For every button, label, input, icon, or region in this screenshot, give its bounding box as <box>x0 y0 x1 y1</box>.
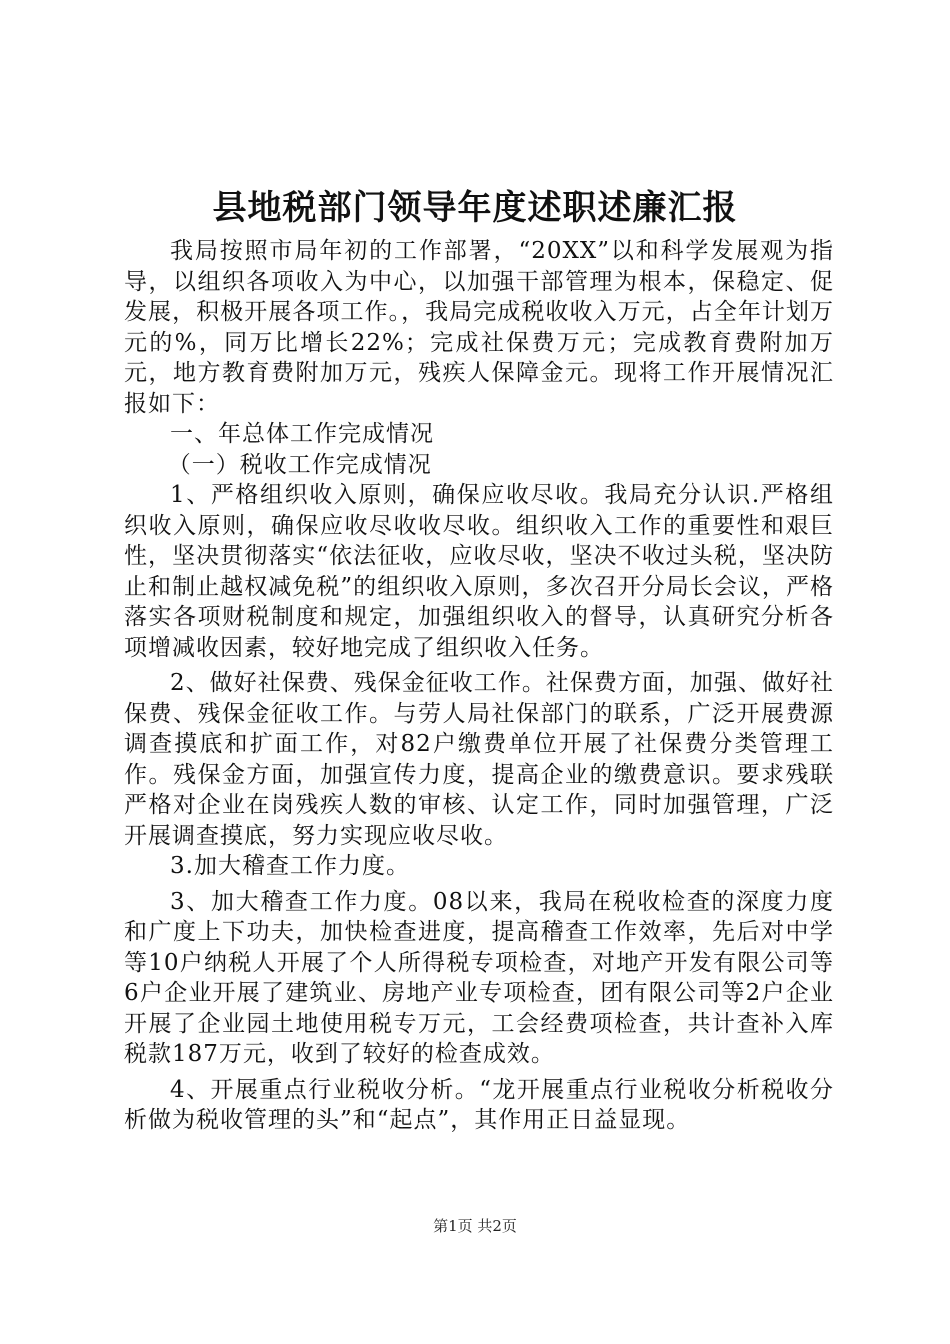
page-number-footer: 第1页 共2页 <box>433 1217 517 1235</box>
paragraph-heading-3: 3.加大稽查工作力度。 <box>170 853 410 879</box>
document-title: 县地税部门领导年度述职述廉汇报 <box>212 188 738 228</box>
section-heading: 一、年总体工作完成情况 <box>170 421 434 447</box>
intro-paragraph: 我局按照市局年初的工作部署，“20XX”以和科学发展观为指导，以组织各项收入为中心，以加强干部管理为根本，保稳定、促发展，积极开展各项工作。，我局完成税收收入万元，占全年计划万元的%，同万比增长22%；完成社保费万元；完成教育费附加万元，地方教育费附加万元，残疾人保障金元。现将工作开展情况汇报如下： <box>124 238 834 417</box>
paragraph-item-3: 3、加大稽查工作力度。08以来，我局在税收检查的深度力度和广度上下功夫，加快检查进度，提高稽查工作效率，先后对中学等10户纳税人开展了个人所得税专项检查，对地产开发有限公司等6户企业开展了建筑业、房地产业专项检查，团有限公司等2户企业开展了企业园土地使用税专万元，工会经费项检查，共计查补入库税款187万元，收到了较好的检查成效。 <box>124 888 834 1067</box>
paragraph-item-4: 4、开展重点行业税收分析。“龙开展重点行业税收分析税收分析做为税收管理的头”和“起点”，其作用正日益显现。 <box>124 1076 834 1133</box>
document-body <box>124 236 834 1136</box>
paragraph-item-1: 1、严格组织收入原则，确保应收尽收。我局充分认识.严格组织收入原则，确保应收尽收收尽收。组织收入工作的重要性和艰巨性，坚决贯彻落实“依法征收，应收尽收，坚决不收过头税，坚决防止和制止越权减免税”的组织收入原则，多次召开分局长会议，严格落实各项财税制度和规定，加强组织收入的督导，认真研究分析各项增减收因素，较好地完成了组织收入任务。 <box>124 482 834 661</box>
paragraph-item-2: 2、做好社保费、残保金征收工作。社保费方面，加强、做好社保费、残保金征收工作。与劳人局社保部门的联系，广泛开展费源调查摸底和扩面工作，对82户缴费单位开展了社保费分类管理工作。残保金方面，加强宣传力度，提高企业的缴费意识。要求残联严格对企业在岗残疾人数的审核、认定工作，同时加强管理，广泛开展调查摸底，努力实现应收尽收。 <box>124 670 834 849</box>
subsection-heading: （一）税收工作完成情况 <box>167 451 432 478</box>
